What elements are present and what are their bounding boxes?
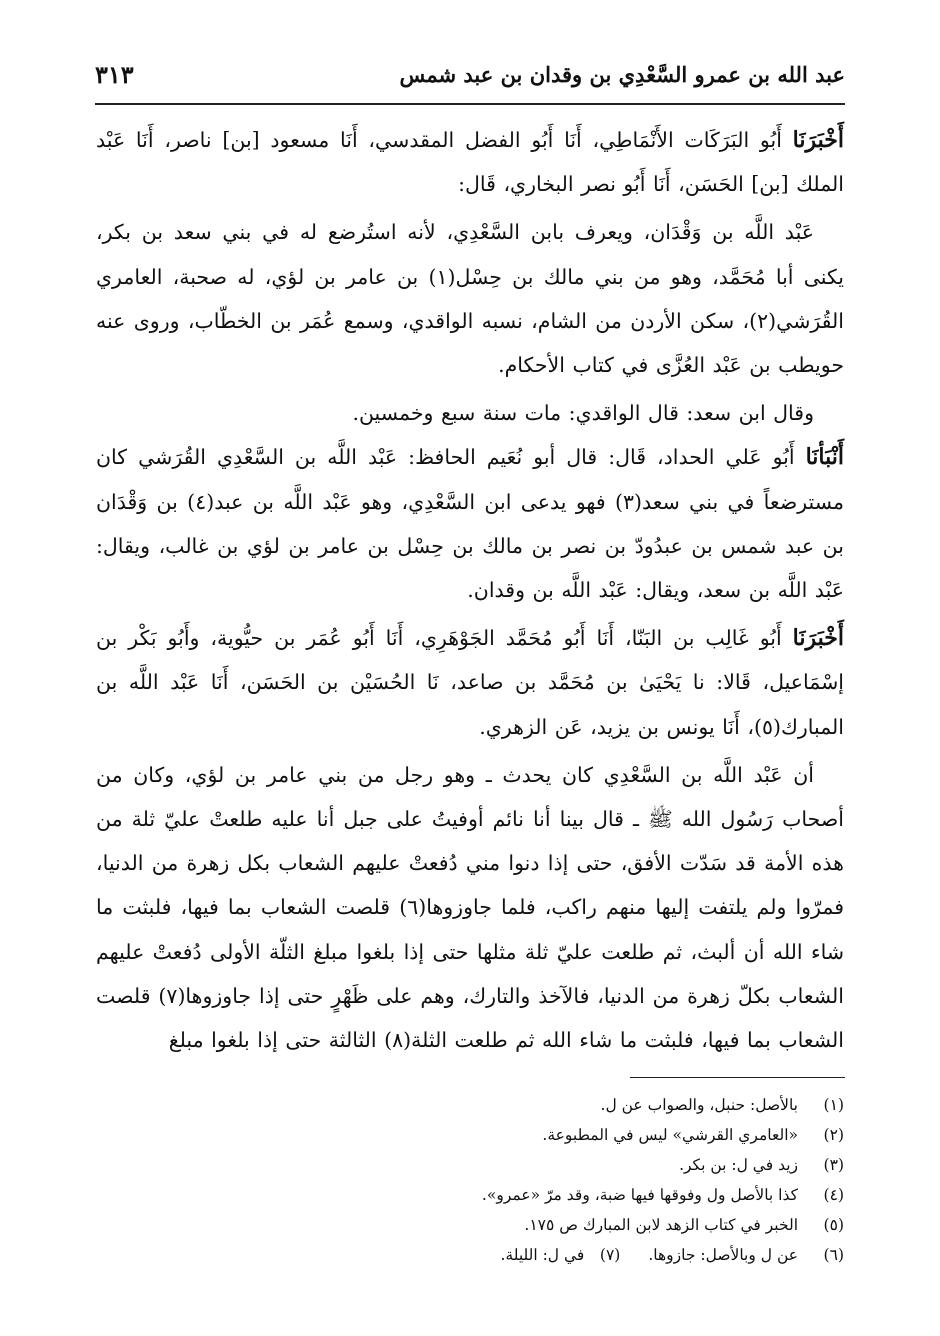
footnote-text: الخبر في كتاب الزهد لابن المبارك ص ١٧٥. [524,1216,798,1234]
running-head-title: عبد الله بن عمرو السَّعْدِي بن وقدان بن عبد شمس [399,62,845,87]
body-text [96,118,844,1062]
running-header [95,58,845,98]
paragraph-text: أن عَبْد اللَّه بن السَّعْدِي كان يحدث ـ وهو رجل من بني عامر بن لؤي، وكان من أصحاب رَسُول الله ﷺ ـ قال بينا أنا نائم أوفيتُ على جبل أنا عليه طلعتْ عليّ ثلة من هذه الأمة قد سَدّت الأفق، حتى إذا دنوا مني دُفعتْ عليهم الشعاب بكل زهرة من الدنيا، فمرّوا ولم يلتفت إليها منهم راكب، فلما جاوزوها(٦) قلصت الشعاب بما فيها، فلبثت ما شاء الله أن ألبث، ثم طلعت عليّ ثلة مثلها حتى إذا بلغوا مبلغ الثلّة الأولى دُفعتْ عليهم الشعاب بكلّ زهرة من الدنيا، فالآخذ والتارك، وهم على ظَهْرٍ حتى إذا جاوزوها(٧) قلصت الشعاب بما فيها، فلبثت ما شاء الله ثم طلعت الثلة(٨) الثالثة حتى إذا بلغوا مبلغ [96,762,845,1053]
footnote-3 [679,1150,844,1180]
footnote-2 [542,1120,844,1150]
footnote-4 [482,1180,844,1210]
narration-lead: أَخْبَرَنَا [792,625,844,652]
footnote-number: (٣) [823,1156,844,1174]
footnotes [96,1090,844,1270]
footnotes-rule [630,1077,845,1078]
paragraph-text: أَبُو غَالِب بن البَنّا، أَنَا أَبُو مُحَمَّد الجَوْهَرِي، أَنَا أَبُو عُمَر بن حيُّوية، وأَبُو بَكْر بن إسْمَاعيل، قَالا: نا يَحْيَىٰ بن مُحَمَّد بن صاعد، نَا الحُسَيْن بن الحَسَن، أَنَا عَبْد اللَّه بن المبارك(٥)، أَنَا يونس بن يزيد، عَن الزهري. [96,626,844,739]
paragraph-1 [96,118,844,206]
paragraph-5 [96,616,844,749]
narration-lead: أَنْبَأنَا [805,444,844,471]
page-number: ٣١٣ [95,60,134,89]
footnote-number: (٦) [823,1246,844,1264]
footnote-text: في ل: الليلة. [500,1246,585,1264]
narration-lead: أَخْبَرَنَا [792,127,844,153]
footnote-row [96,1180,844,1210]
footnote-row [96,1210,844,1240]
footnote-text: بالأصل: حنبل، والصواب عن ل. [600,1096,798,1114]
footnote-text: «العامري القرشي» ليس في المطبوعة. [542,1126,798,1144]
footnote-number: (٤) [823,1186,844,1204]
footnote-number: (٢) [823,1126,844,1144]
footnote-text: زيد في ل: بن بكر. [679,1156,798,1174]
footnote-5 [524,1210,844,1240]
footnote-row [96,1150,844,1180]
paragraph-6 [96,753,844,1062]
footnote-7 [500,1240,620,1270]
paragraph-text: عَبْد اللَّه بن وَقْدَان، ويعرف بابن السَّعْدِي، لأنه استُرضع له في بني سعد بن بكر، يكنى أبا مُحَمَّد، وهو من بني مالك بن حِسْل(١) بن عامر بن لؤي، له صحبة، العامري القُرَشي(٢)، سكن الأردن من الشام، نسبه الواقدي، وسمع عُمَر بن الخطّاب، وروى عنه حويطب بن عَبْد العُزَّى في كتاب الأحكام. [96,220,844,378]
paragraph-2 [96,210,844,387]
footnote-text: عن ل وبالأصل: جازوها. [648,1246,798,1264]
paragraph-3 [96,391,844,435]
footnote-number: (٧) [599,1246,621,1264]
footnote-6 [648,1240,844,1270]
paragraph-text: وقال ابن سعد: قال الواقدي: مات سنة سبع وخمسين. [352,401,814,426]
paragraph-text: أَبُو البَرَكَات الأَنْمَاطِي، أَنَا أَبُو الفضل المقدسي، أَنَا مسعود [بن] ناصر، أَنَا عَبْد الملك [بن] الحَسَن، أَنَا أَبُو نصر البخاري، قَال: [96,128,844,197]
paragraph-4 [96,435,844,612]
footnote-row [96,1090,844,1120]
paragraph-text: أَبُو عَلي الحداد، قَال: قال أبو نُعَيم الحافظ: عَبْد اللَّه بن السَّعْدِي القُرَشي كان مسترضعاً في بني سعد(٣) فهو يدعى ابن السَّعْدِي، وهو عَبْد اللَّه بن عبد(٤) بن وَقْدَان بن عبد شمس بن عبدُودّ بن نصر بن مالك بن حِسْل بن عامر بن لؤي بن غالب، ويقال: عَبْد اللَّه بن سعد، ويقال: عَبْد اللَّه بن وقدان. [96,445,844,603]
header-rule [95,103,845,105]
footnote-text: كذا بالأصل ول وفوقها فيها ضبة، وقد مرّ «عمرو». [481,1186,798,1204]
footnote-number: (٥) [823,1216,844,1234]
footnote-row [96,1120,844,1150]
footnote-number: (١) [823,1096,844,1114]
footnote-row [96,1240,844,1270]
footnote-1 [601,1090,844,1120]
